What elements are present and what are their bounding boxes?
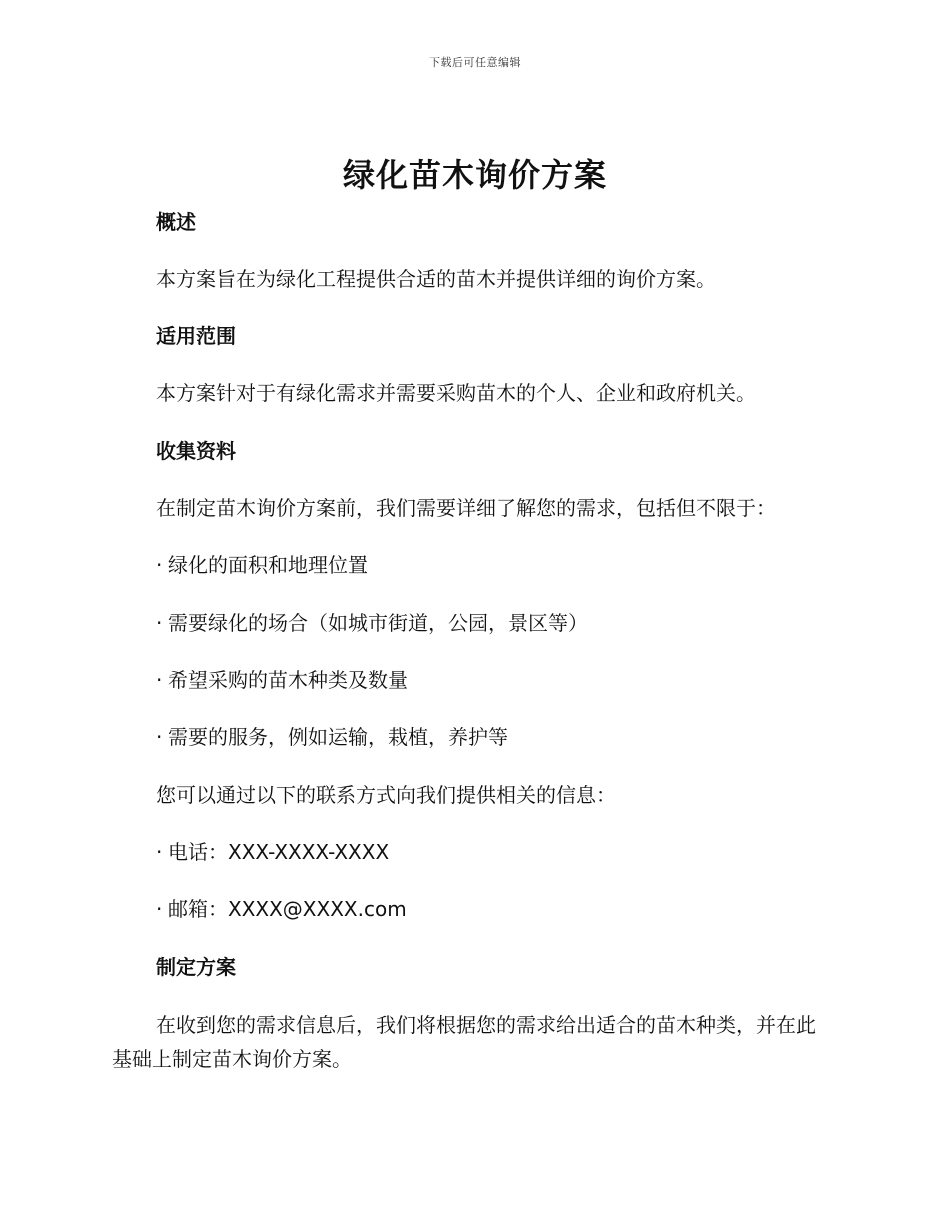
contact-phone-text: 电话：XXX-XXXX-XXXX [168,840,390,864]
contact-item-email [156,895,407,923]
list-item-text: 需要的服务，例如运输，栽植，养护等 [168,725,508,749]
bullet-icon: · [156,840,163,864]
section-heading-scope: 适用范围 [156,324,236,348]
section-heading-collect: 收集资料 [156,439,236,463]
bullet-icon: · [156,611,163,635]
overview-paragraph: 本方案旨在为绿化工程提供合适的苗木并提供详细的询价方案。 [156,267,716,291]
list-item [156,666,408,694]
bullet-icon: · [156,725,163,749]
list-item [156,551,368,579]
scope-paragraph: 本方案针对于有绿化需求并需要采购苗木的个人、企业和政府机关。 [156,381,756,405]
list-item [156,723,508,751]
list-item [156,609,588,637]
list-item-text: 希望采购的苗木种类及数量 [168,668,408,692]
page-header-note: 下载后可任意编辑 [429,56,521,69]
contact-item-phone [156,838,389,866]
contact-intro-paragraph: 您可以通过以下的联系方式向我们提供相关的信息： [156,783,616,807]
plan-paragraph: 在收到您的需求信息后，我们将根据您的需求给出适合的苗木种类，并在此基础上制定苗木询价方案。 [112,1013,816,1071]
contact-email-text: 邮箱：XXXX@XXXX.com [168,897,407,921]
list-item-text: 需要绿化的场合（如城市街道，公园，景区等） [168,611,588,635]
list-item-text: 绿化的面积和地理位置 [168,553,368,577]
bullet-icon: · [156,668,163,692]
bullet-icon: · [156,897,163,921]
section-heading-overview: 概述 [156,210,196,234]
bullet-icon: · [156,553,163,577]
section-heading-plan: 制定方案 [156,955,236,979]
document-title: 绿化苗木询价方案 [342,156,607,194]
collect-intro-paragraph: 在制定苗木询价方案前，我们需要详细了解您的需求，包括但不限于： [156,496,776,520]
